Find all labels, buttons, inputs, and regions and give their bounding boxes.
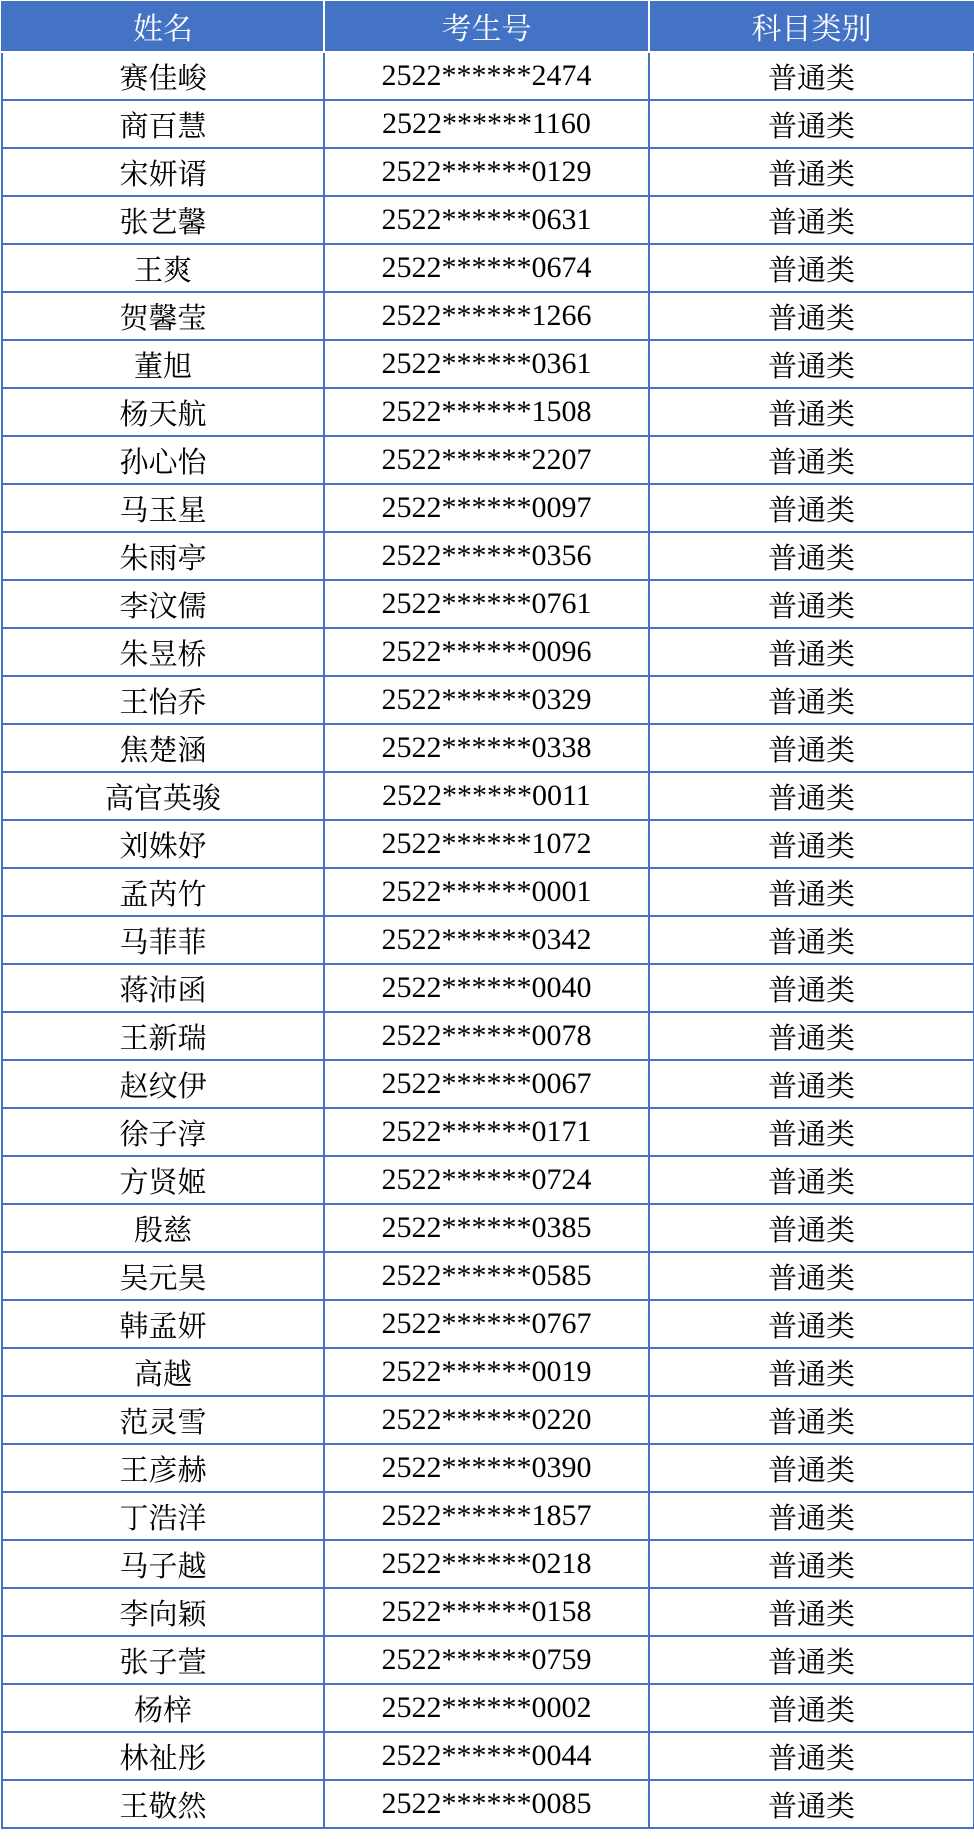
subject-category-cell: 普通类 <box>649 52 974 100</box>
student-name-cell: 朱雨亭 <box>2 532 324 580</box>
table-row <box>2 1492 974 1540</box>
header-exam-number: 考生号 <box>324 1 649 52</box>
table-row <box>2 52 974 100</box>
exam-number-cell: 2522******1160 <box>324 100 649 148</box>
subject-category-cell: 普通类 <box>649 1732 974 1780</box>
exam-number-cell: 2522******0002 <box>324 1684 649 1732</box>
student-name-cell: 贺馨莹 <box>2 292 324 340</box>
exam-number-cell: 2522******0361 <box>324 340 649 388</box>
subject-category-cell: 普通类 <box>649 1780 974 1828</box>
subject-category-cell: 普通类 <box>649 964 974 1012</box>
exam-number-cell: 2522******0759 <box>324 1636 649 1684</box>
student-name-cell: 李汶儒 <box>2 580 324 628</box>
table-row <box>2 532 974 580</box>
table-row <box>2 148 974 196</box>
student-name-cell: 马子越 <box>2 1540 324 1588</box>
exam-number-cell: 2522******0067 <box>324 1060 649 1108</box>
exam-number-cell: 2522******0096 <box>324 628 649 676</box>
table-row <box>2 1780 974 1828</box>
exam-number-cell: 2522******0158 <box>324 1588 649 1636</box>
table-row <box>2 1732 974 1780</box>
student-name-cell: 吴元昊 <box>2 1252 324 1300</box>
student-name-cell: 李向颖 <box>2 1588 324 1636</box>
table-row <box>2 868 974 916</box>
subject-category-cell: 普通类 <box>649 1204 974 1252</box>
student-name-cell: 董旭 <box>2 340 324 388</box>
student-name-cell: 范灵雪 <box>2 1396 324 1444</box>
exam-number-cell: 2522******1508 <box>324 388 649 436</box>
table-row <box>2 1204 974 1252</box>
exam-number-cell: 2522******0011 <box>324 772 649 820</box>
subject-category-cell: 普通类 <box>649 772 974 820</box>
exam-number-cell: 2522******1266 <box>324 292 649 340</box>
student-name-cell: 王爽 <box>2 244 324 292</box>
student-name-cell: 马菲菲 <box>2 916 324 964</box>
table-row <box>2 100 974 148</box>
table-row <box>2 1636 974 1684</box>
subject-category-cell: 普通类 <box>649 1444 974 1492</box>
table-row <box>2 1348 974 1396</box>
subject-category-cell: 普通类 <box>649 292 974 340</box>
subject-category-cell: 普通类 <box>649 1492 974 1540</box>
student-name-cell: 张艺馨 <box>2 196 324 244</box>
subject-category-cell: 普通类 <box>649 1156 974 1204</box>
subject-category-cell: 普通类 <box>649 1588 974 1636</box>
exam-number-cell: 2522******0342 <box>324 916 649 964</box>
table-row <box>2 1060 974 1108</box>
exam-number-cell: 2522******0631 <box>324 196 649 244</box>
exam-number-cell: 2522******0724 <box>324 1156 649 1204</box>
table-row <box>2 436 974 484</box>
table-row <box>2 1012 974 1060</box>
subject-category-cell: 普通类 <box>649 100 974 148</box>
student-name-cell: 王怡乔 <box>2 676 324 724</box>
table-row <box>2 388 974 436</box>
subject-category-cell: 普通类 <box>649 1684 974 1732</box>
exam-number-cell: 2522******0044 <box>324 1732 649 1780</box>
table-header-row <box>2 1 974 52</box>
student-name-cell: 王新瑞 <box>2 1012 324 1060</box>
exam-number-cell: 2522******0356 <box>324 532 649 580</box>
candidate-table <box>1 1 974 1829</box>
student-name-cell: 徐子淳 <box>2 1108 324 1156</box>
table-row <box>2 1444 974 1492</box>
student-name-cell: 刘姝妤 <box>2 820 324 868</box>
student-name-cell: 韩孟妍 <box>2 1300 324 1348</box>
table-row <box>2 1300 974 1348</box>
table-row <box>2 340 974 388</box>
subject-category-cell: 普通类 <box>649 1300 974 1348</box>
subject-category-cell: 普通类 <box>649 148 974 196</box>
subject-category-cell: 普通类 <box>649 1396 974 1444</box>
exam-number-cell: 2522******0338 <box>324 724 649 772</box>
student-name-cell: 杨天航 <box>2 388 324 436</box>
header-subject-category: 科目类别 <box>649 1 974 52</box>
exam-number-cell: 2522******0329 <box>324 676 649 724</box>
student-name-cell: 蒋沛函 <box>2 964 324 1012</box>
table-row <box>2 964 974 1012</box>
table-row <box>2 628 974 676</box>
table-row <box>2 676 974 724</box>
subject-category-cell: 普通类 <box>649 916 974 964</box>
table-row <box>2 292 974 340</box>
student-name-cell: 焦楚涵 <box>2 724 324 772</box>
subject-category-cell: 普通类 <box>649 484 974 532</box>
exam-number-cell: 2522******0171 <box>324 1108 649 1156</box>
subject-category-cell: 普通类 <box>649 820 974 868</box>
subject-category-cell: 普通类 <box>649 724 974 772</box>
table-row <box>2 1540 974 1588</box>
exam-number-cell: 2522******0220 <box>324 1396 649 1444</box>
exam-number-cell: 2522******1072 <box>324 820 649 868</box>
subject-category-cell: 普通类 <box>649 1636 974 1684</box>
exam-number-cell: 2522******0097 <box>324 484 649 532</box>
student-name-cell: 张子萱 <box>2 1636 324 1684</box>
subject-category-cell: 普通类 <box>649 580 974 628</box>
student-name-cell: 林祉彤 <box>2 1732 324 1780</box>
subject-category-cell: 普通类 <box>649 676 974 724</box>
subject-category-cell: 普通类 <box>649 196 974 244</box>
table-row <box>2 580 974 628</box>
subject-category-cell: 普通类 <box>649 628 974 676</box>
exam-number-cell: 2522******2207 <box>324 436 649 484</box>
subject-category-cell: 普通类 <box>649 1012 974 1060</box>
student-name-cell: 赛佳峻 <box>2 52 324 100</box>
exam-number-cell: 2522******0001 <box>324 868 649 916</box>
exam-number-cell: 2522******0674 <box>324 244 649 292</box>
student-name-cell: 赵纹伊 <box>2 1060 324 1108</box>
exam-number-cell: 2522******1857 <box>324 1492 649 1540</box>
table-row <box>2 1156 974 1204</box>
table-row <box>2 1252 974 1300</box>
exam-number-cell: 2522******0019 <box>324 1348 649 1396</box>
student-name-cell: 王彦赫 <box>2 1444 324 1492</box>
table-row <box>2 1108 974 1156</box>
subject-category-cell: 普通类 <box>649 1252 974 1300</box>
exam-number-cell: 2522******0585 <box>324 1252 649 1300</box>
table-row <box>2 820 974 868</box>
exam-number-cell: 2522******0078 <box>324 1012 649 1060</box>
student-name-cell: 高官英骏 <box>2 772 324 820</box>
subject-category-cell: 普通类 <box>649 244 974 292</box>
student-name-cell: 丁浩洋 <box>2 1492 324 1540</box>
subject-category-cell: 普通类 <box>649 1108 974 1156</box>
exam-number-cell: 2522******0767 <box>324 1300 649 1348</box>
table-row <box>2 244 974 292</box>
student-name-cell: 方贤姬 <box>2 1156 324 1204</box>
student-name-cell: 高越 <box>2 1348 324 1396</box>
table-row <box>2 724 974 772</box>
exam-number-cell: 2522******0040 <box>324 964 649 1012</box>
subject-category-cell: 普通类 <box>649 388 974 436</box>
subject-category-cell: 普通类 <box>649 1060 974 1108</box>
subject-category-cell: 普通类 <box>649 532 974 580</box>
student-name-cell: 殷慈 <box>2 1204 324 1252</box>
exam-number-cell: 2522******0761 <box>324 580 649 628</box>
subject-category-cell: 普通类 <box>649 868 974 916</box>
table-row <box>2 196 974 244</box>
student-name-cell: 孟芮竹 <box>2 868 324 916</box>
student-name-cell: 马玉星 <box>2 484 324 532</box>
student-name-cell: 宋妍谞 <box>2 148 324 196</box>
exam-number-cell: 2522******0385 <box>324 1204 649 1252</box>
table-row <box>2 1684 974 1732</box>
student-name-cell: 朱昱桥 <box>2 628 324 676</box>
subject-category-cell: 普通类 <box>649 1540 974 1588</box>
student-name-cell: 商百慧 <box>2 100 324 148</box>
student-name-cell: 杨梓 <box>2 1684 324 1732</box>
exam-number-cell: 2522******0218 <box>324 1540 649 1588</box>
student-name-cell: 王敬然 <box>2 1780 324 1828</box>
exam-number-cell: 2522******0085 <box>324 1780 649 1828</box>
table-row <box>2 1396 974 1444</box>
table-row <box>2 916 974 964</box>
table-row <box>2 772 974 820</box>
student-name-cell: 孙心怡 <box>2 436 324 484</box>
subject-category-cell: 普通类 <box>649 436 974 484</box>
table-body <box>2 52 974 1828</box>
exam-number-cell: 2522******0390 <box>324 1444 649 1492</box>
subject-category-cell: 普通类 <box>649 1348 974 1396</box>
table-row <box>2 1588 974 1636</box>
header-name: 姓名 <box>2 1 324 52</box>
table-row <box>2 484 974 532</box>
subject-category-cell: 普通类 <box>649 340 974 388</box>
exam-number-cell: 2522******2474 <box>324 52 649 100</box>
exam-number-cell: 2522******0129 <box>324 148 649 196</box>
